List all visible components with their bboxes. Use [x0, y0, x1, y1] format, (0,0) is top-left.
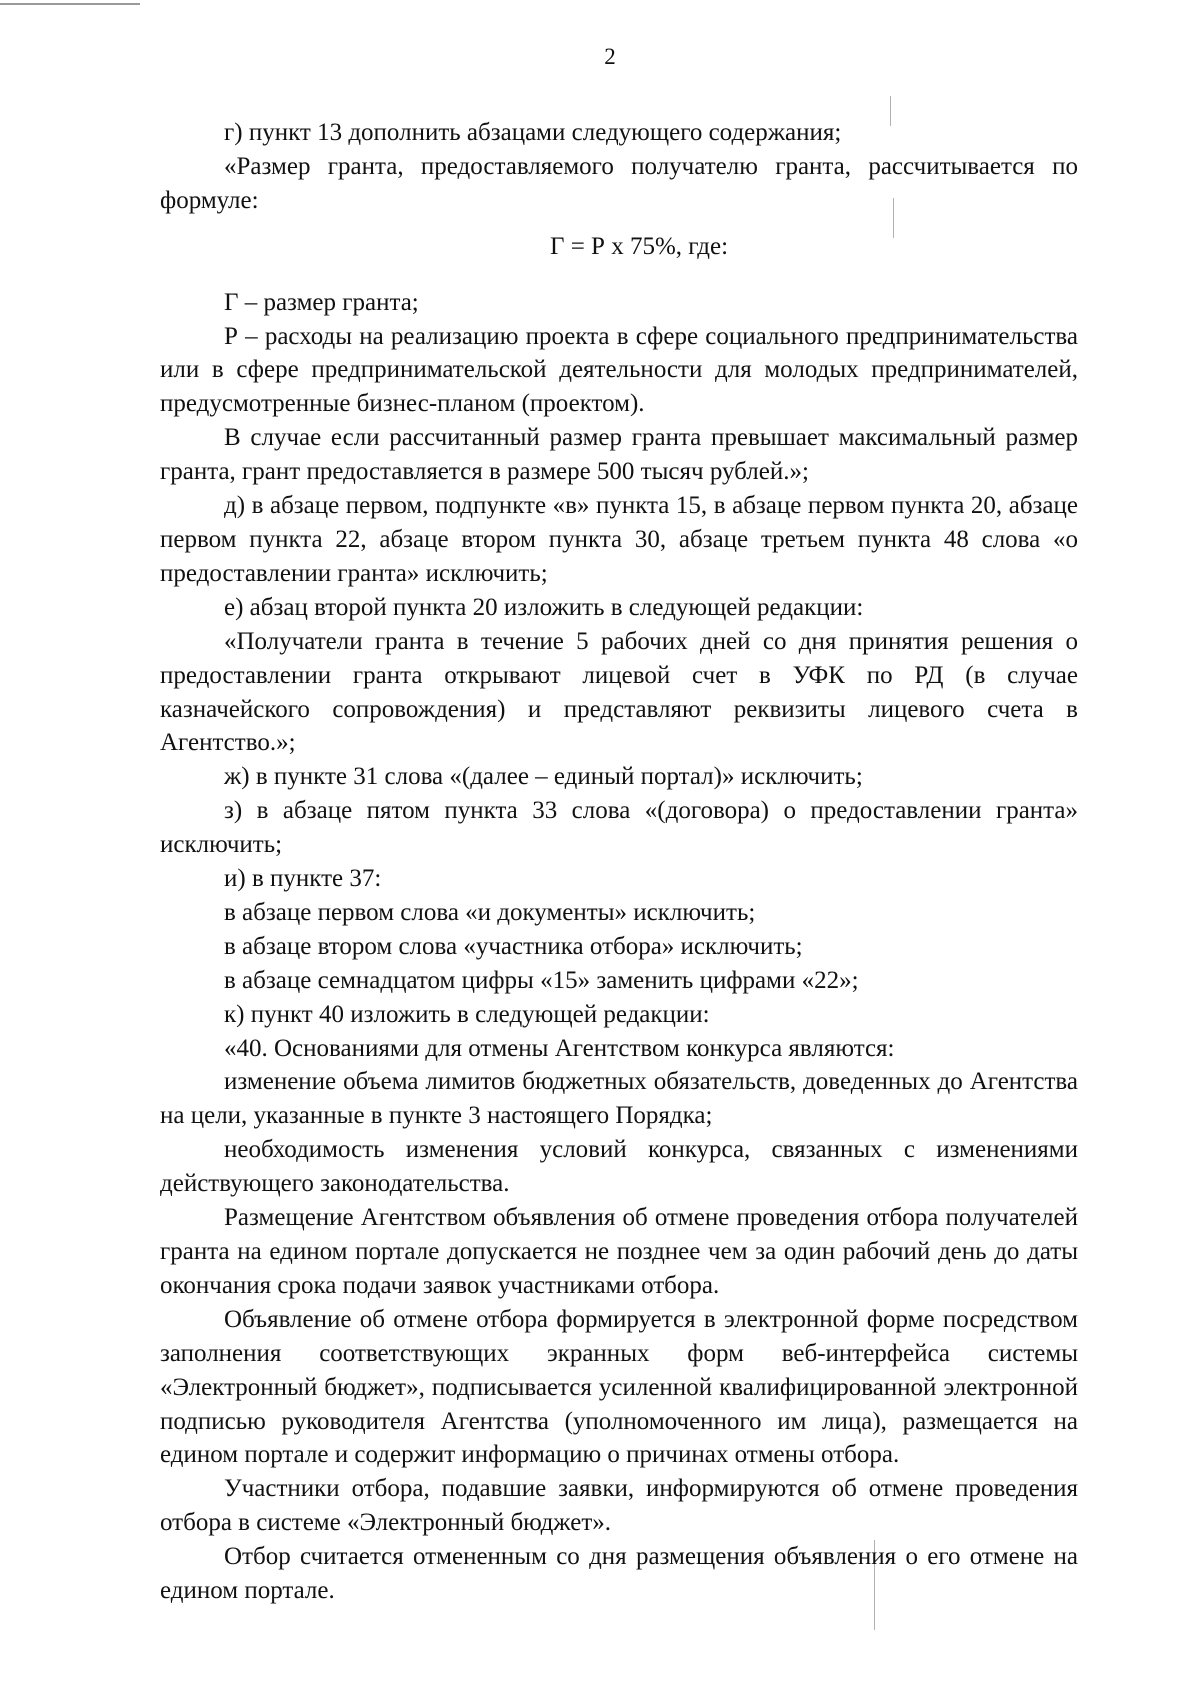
paragraph: Г – размер гранта; — [224, 288, 419, 316]
paragraph: Объявление об отмене отбора формируется в электронной форме посредством заполнения соответствующих экранных форм веб-интерфейса системы «Электронный бюджет», подписывается усиленной квалифицированной электронной подписью руководителя Агентства (уполномоченного им лица), размещается на едином портале и содержит информацию о причинах отмены отбора. — [160, 1305, 1078, 1469]
document-body — [160, 116, 1078, 1608]
paragraph: необходимость изменения условий конкурса, связанных с изменениями действующего законодательства. — [160, 1136, 1078, 1198]
paragraph: Отбор считается отмененным со дня размещения объявления о его отмене на едином портале. — [160, 1543, 1078, 1605]
paragraph: Участники отбора, подавшие заявки, информируются об отмене проведения отбора в системе «Электронный бюджет». — [160, 1475, 1078, 1537]
paragraph: д) в абзаце первом, подпункте «в» пункта 15, в абзаце первом пункта 20, абзаце первом пункта 22, абзаце втором пункта 30, абзаце третьем пункта 48 слова «о предоставлении гранта» исключить; — [160, 492, 1078, 587]
paragraph: Размещение Агентством объявления об отмене проведения отбора получателей гранта на едином портале допускается не позднее чем за один рабочий день до даты окончания срока подачи заявок участниками отбора. — [160, 1204, 1078, 1299]
page-number: 2 — [604, 44, 616, 69]
paragraph: в абзаце семнадцатом цифры «15» заменить цифрами «22»; — [224, 966, 859, 994]
paragraph: к) пункт 40 изложить в следующей редакции: — [224, 1000, 710, 1028]
paragraph: г) пункт 13 дополнить абзацами следующего содержания; — [224, 119, 842, 146]
paragraph: «40. Основаниями для отмены Агентством конкурса являются: — [224, 1034, 895, 1062]
scan-edge-line — [0, 3, 140, 5]
paragraph: «Размер гранта, предоставляемого получателю гранта, рассчитывается по формуле: — [160, 152, 1078, 214]
paragraph: Р – расходы на реализацию проекта в сфере социального предпринимательства или в сфере предпринимательской деятельности для молодых предпринимателей, предусмотренные бизнес-планом (проектом). — [160, 322, 1078, 418]
paragraph: ж) в пункте 31 слова «(далее – единый портал)» исключить; — [224, 763, 863, 791]
paragraph: в абзаце втором слова «участника отбора» исключить; — [224, 932, 803, 960]
paragraph: и) в пункте 37: — [224, 865, 382, 893]
paragraph: изменение объема лимитов бюджетных обязательств, доведенных до Агентства на цели, указанные в пункте 3 настоящего Порядка; — [160, 1068, 1078, 1130]
paragraph: в абзаце первом слова «и документы» исключить; — [224, 898, 756, 926]
paragraph: «Получатели гранта в течение 5 рабочих дней со дня принятия решения о предоставлении гранта открывают лицевой счет в УФК по РД (в случае казначейского сопровождения) и представляют реквизиты лицевого счета в Агентство.»; — [160, 627, 1078, 757]
formula: Г = Р х 75%, где: — [550, 232, 729, 260]
paragraph: з) в абзаце пятом пункта 33 слова «(договора) о предоставлении гранта» исключить; — [160, 797, 1078, 859]
paragraph: е) абзац второй пункта 20 изложить в следующей редакции: — [224, 593, 864, 621]
paragraph: В случае если рассчитанный размер гранта превышает максимальный размер гранта, грант предоставляется в размере 500 тысяч рублей.»; — [160, 424, 1078, 486]
